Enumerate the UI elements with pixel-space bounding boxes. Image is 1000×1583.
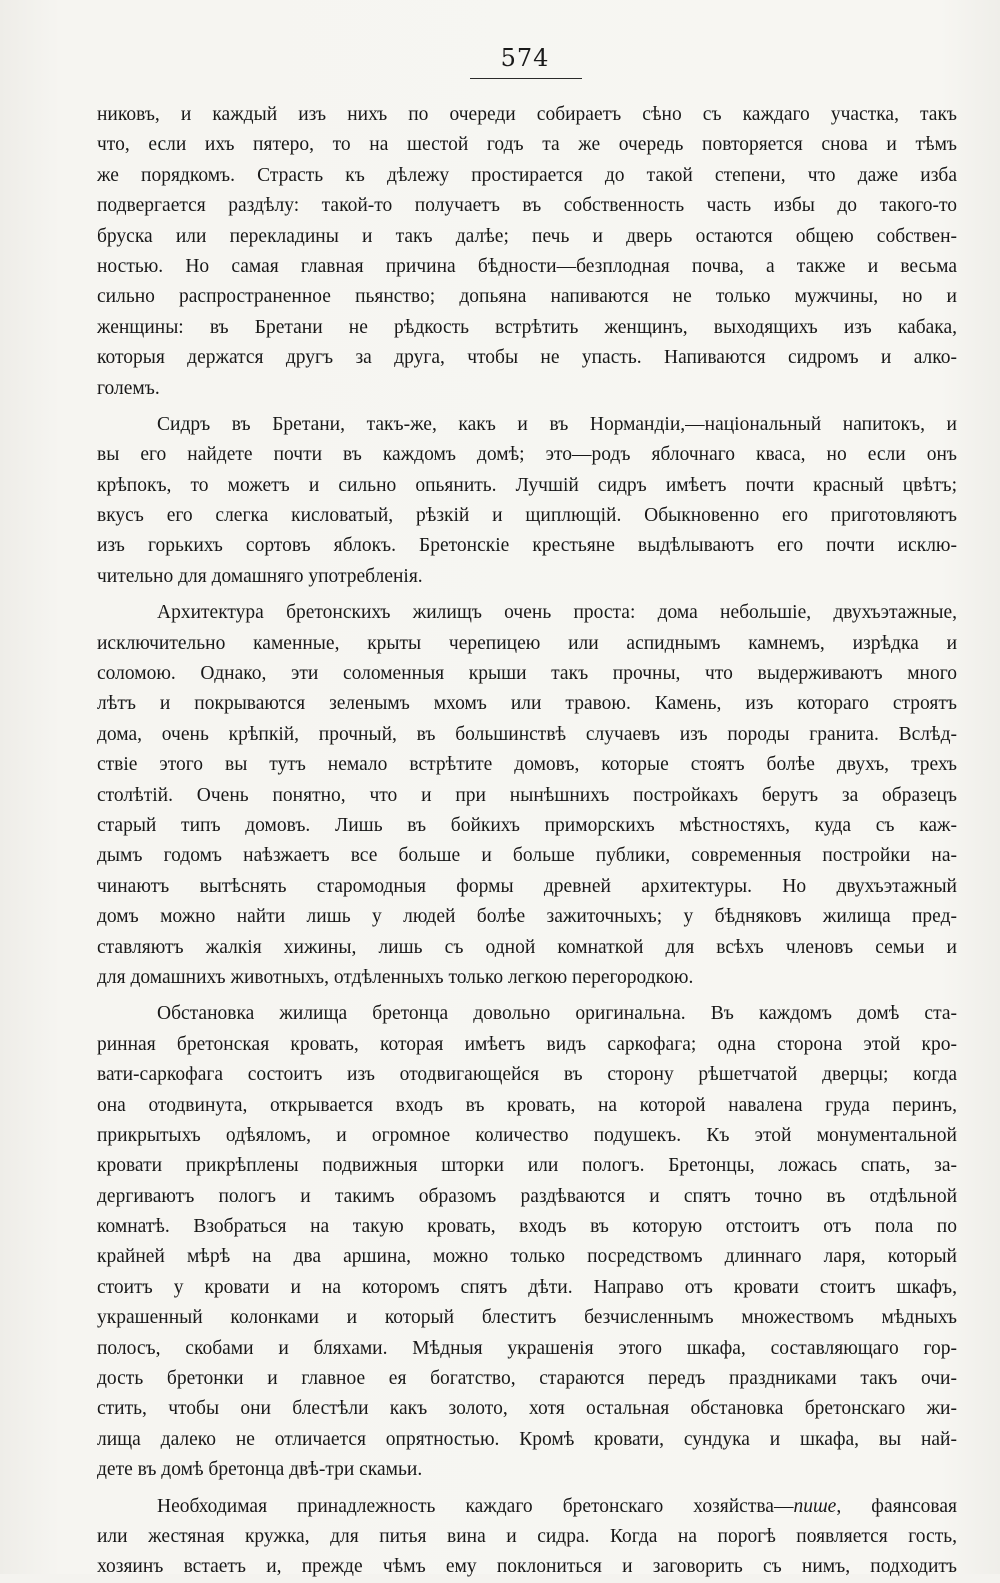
text-line: дома, очень крѣпкій, прочный, въ большинствѣ случаевъ изъ породы гранита. Вслѣд-	[97, 723, 957, 745]
text-line: подвергается раздѣлу: такой-то получаетъ въ собственность часть избы до такого-то	[97, 195, 957, 217]
text-line: для домашнихъ животныхъ, отдѣленныхъ только легкою перегородкою.	[97, 966, 694, 988]
text-line: изъ горькихъ сортовъ яблокъ. Бретонскіе крестьяне выдѣлываютъ его почти исклю-	[97, 535, 957, 557]
paragraph-4	[97, 999, 957, 1485]
text-line: хозяинъ встаетъ и, прежде чѣмъ ему поклониться и заговорить съ нимъ, подходитъ	[97, 1556, 957, 1578]
text-line: дете въ домѣ бретонца двѣ-три скамьи.	[97, 1459, 423, 1481]
paragraph-3	[97, 598, 957, 993]
paragraph-2	[97, 410, 957, 592]
paragraph-1	[97, 100, 957, 404]
text-line: ностью. Но самая главная причина бѣдности—безплодная почва, а также и весьма	[97, 255, 957, 277]
text-line: Архитектура бретонскихъ жилищъ очень проста: дома небольшіе, двухъэтажные,	[157, 602, 957, 624]
text-line: ставляютъ жалкія хижины, лишь съ одной комнаткой для всѣхъ членовъ семьи и	[97, 936, 957, 958]
text-line: бруска или перекладины и такъ далѣе; печь и дверь остаются общею собствен-	[97, 225, 957, 247]
paragraph-5	[97, 1492, 957, 1583]
text-line: она отодвинута, открывается входъ въ кровать, на которой навалена груда перинъ,	[97, 1094, 957, 1116]
text-line: ствіе этого вы тутъ немало встрѣтите домовъ, которые стоятъ болѣе двухъ, трехъ	[97, 754, 957, 776]
text-line: Сидръ въ Бретани, такъ-же, какъ и въ Нормандіи,—національный напитокъ, и	[157, 413, 957, 435]
text-line: кровати прикрѣплены подвижныя шторки или пологъ. Бретонцы, ложась спать, за-	[97, 1155, 957, 1177]
text-line: големъ.	[97, 377, 160, 399]
text-line: которыя держатся другъ за друга, чтобы не упасть. Напиваются сидромъ и алко-	[97, 347, 957, 369]
text-line: вы его найдете почти въ каждомъ домѣ; это—родъ яблочнаго кваса, но если онъ	[97, 444, 957, 466]
text-line: чинаютъ вытѣснять старомодныя формы древней архитектуры. Но двухъэтажный	[97, 875, 957, 897]
text-line: столѣтій. Очень понятно, что и при нынѣшнихъ постройкахъ берутъ за образецъ	[97, 784, 957, 806]
text-line: крѣпокъ, то можетъ и сильно опьянить. Лучшій сидръ имѣетъ почти красный цвѣтъ;	[97, 474, 957, 496]
text-line: лѣтъ и покрываются зеленымъ мхомъ или травою. Камень, изъ котораго строятъ	[97, 693, 957, 715]
text-line: соломою. Однако, эти соломенныя крыши такъ прочны, что выдерживаютъ много	[97, 663, 957, 685]
text-line: дергиваютъ пологъ и такимъ образомъ раздѣваются и спятъ точно въ отдѣльной	[97, 1185, 957, 1207]
text-line: Необходимая принадлежность каждаго бретонскаго хозяйства—пише, фаянсовая	[157, 1495, 957, 1517]
page-number-rule	[470, 78, 582, 79]
text-line: вати-саркофага состоитъ изъ отодвигающейся въ сторону рѣшетчатой дверцы; когда	[97, 1064, 957, 1086]
page-number: 574	[500, 44, 550, 72]
text-line: домъ можно найти лишь у людей болѣе зажиточныхъ; у бѣдняковъ жилища пред-	[97, 906, 957, 928]
text-line: полосъ, скобами и бляхами. Мѣдныя украшенія этого шкафа, составляющаго гор-	[97, 1337, 957, 1359]
text-line: сильно распространенное пьянство; допьяна напиваются не только мужчины, но и	[97, 286, 957, 308]
text-line: что, если ихъ пятеро, то на шестой годъ та же очередь повторяется снова и тѣмъ	[97, 134, 957, 156]
text-line: же порядкомъ. Страсть къ дѣлежу простирается до такой степени, что даже изба	[97, 164, 957, 186]
text-line: крайней мѣрѣ на два аршина, можно только посредствомъ длиннаго ларя, который	[97, 1246, 957, 1268]
text-line: дость бретонки и главное ея богатство, стараются передъ праздниками такъ очи-	[97, 1368, 957, 1390]
text-line: лища далеко не отличается опрятностью. Кромѣ кровати, сундука и шкафа, вы най-	[97, 1428, 957, 1450]
text-line: или жестяная кружка, для питья вина и сидра. Когда на порогѣ появляется гость,	[97, 1525, 957, 1547]
text-line: старый типъ домовъ. Лишь въ бойкихъ приморскихъ мѣстностяхъ, куда съ каж-	[97, 814, 957, 836]
text-line: украшенный колонками и который блеститъ безчисленнымъ множествомъ мѣдныхъ	[97, 1307, 957, 1329]
text-line: ринная бретонская кровать, которая имѣетъ видъ саркофага; одна сторона этой кро-	[97, 1033, 957, 1055]
text-line: Обстановка жилища бретонца довольно оригинальна. Въ каждомъ домѣ ста-	[157, 1003, 957, 1025]
text-line: дымъ годомъ наѣзжаетъ все больше и больше публики, современныя постройки на-	[97, 845, 957, 867]
body-text	[97, 100, 957, 1583]
text-line: никовъ, и каждый изъ нихъ по очереди собираетъ сѣно съ каждаго участка, такъ	[97, 104, 957, 125]
text-line: комнатѣ. Взобраться на такую кровать, входъ въ которую отстоитъ отъ пола по	[97, 1216, 957, 1238]
text-line: прикрытыхъ одѣяломъ, и огромное количество подушекъ. Къ этой монументальной	[97, 1124, 957, 1146]
text-line: стить, чтобы они блестѣли какъ золото, хотя остальная обстановка бретонскаго жи-	[97, 1398, 957, 1420]
text-line: чительно для домашняго употребленія.	[97, 565, 423, 587]
text-line: исключительно каменные, крыты черепицею или аспиднымъ камнемъ, изрѣдка и	[97, 632, 957, 654]
text-line: стоитъ у кровати и на которомъ спятъ дѣти. Направо отъ кровати стоитъ шкафъ,	[97, 1276, 957, 1298]
text-line: вкусъ его слегка кисловатый, рѣзкій и щиплющій. Обыкновенно его приготовляютъ	[97, 505, 957, 527]
text-line: женщины: въ Бретани не рѣдкость встрѣтить женщинъ, выходящихъ изъ кабака,	[97, 316, 957, 338]
